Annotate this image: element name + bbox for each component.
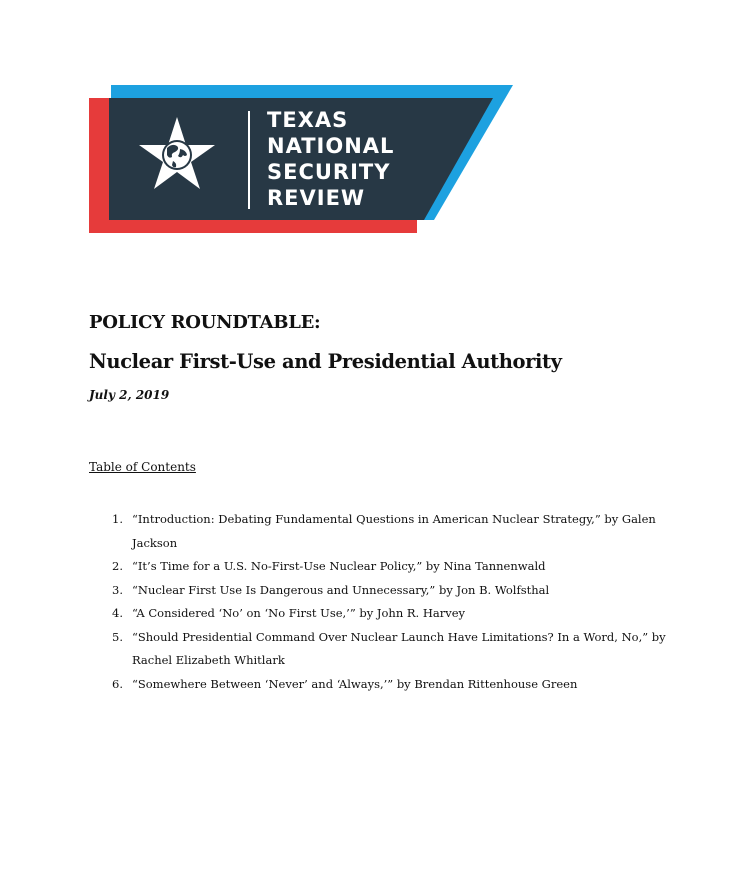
- logo-line-4: REVIEW: [267, 186, 366, 210]
- toc-item[interactable]: [105, 673, 670, 697]
- logo-line-3: SECURITY: [267, 160, 391, 184]
- toc-item-number: 2.: [112, 559, 123, 573]
- roundtable-kicker: POLICY ROUNDTABLE:: [89, 312, 321, 333]
- toc-item-number: 5.: [112, 629, 123, 644]
- toc-item[interactable]: [105, 602, 670, 626]
- toc-item-text: “Should Presidential Command Over Nuclear Launch Have Limitations? In a Word, No,” by Rachel Elizabeth Whitlark: [132, 629, 666, 667]
- toc-item-number: 6.: [112, 676, 123, 691]
- logo-line-2: NATIONAL: [267, 134, 395, 158]
- toc-item-text: “It’s Time for a U.S. No-First-Use Nuclear Policy,” by Nina Tannenwald: [132, 559, 546, 573]
- toc-item-number: 4.: [112, 606, 123, 620]
- toc-item-text: “Introduction: Debating Fundamental Questions in American Nuclear Strategy,” by Galen Jackson: [132, 512, 656, 550]
- logo-line-1: TEXAS: [267, 108, 349, 132]
- toc-item[interactable]: [105, 626, 670, 673]
- tnsr-logo: [89, 85, 513, 233]
- toc-item[interactable]: [105, 579, 670, 603]
- publication-date: July 2, 2019: [89, 388, 170, 402]
- toc-heading: Table of Contents: [89, 460, 196, 474]
- toc-item[interactable]: [105, 555, 670, 579]
- toc-item-number: 1.: [112, 512, 123, 526]
- page-title: Nuclear First-Use and Presidential Authority: [89, 350, 562, 373]
- toc-item-text: “A Considered ‘No’ on ‘No First Use,’” by John R. Harvey: [132, 606, 466, 620]
- toc-item-text: “Somewhere Between ‘Never’ and ‘Always,’” by Brendan Rittenhouse Green: [132, 676, 578, 691]
- table-of-contents: [105, 508, 670, 696]
- toc-item-number: 3.: [112, 582, 123, 597]
- logo-divider: [248, 111, 250, 209]
- toc-item[interactable]: [105, 508, 670, 555]
- logo-wordmark: [267, 107, 394, 211]
- toc-item-text: “Nuclear First Use Is Dangerous and Unnecessary,” by Jon B. Wolfsthal: [132, 582, 550, 597]
